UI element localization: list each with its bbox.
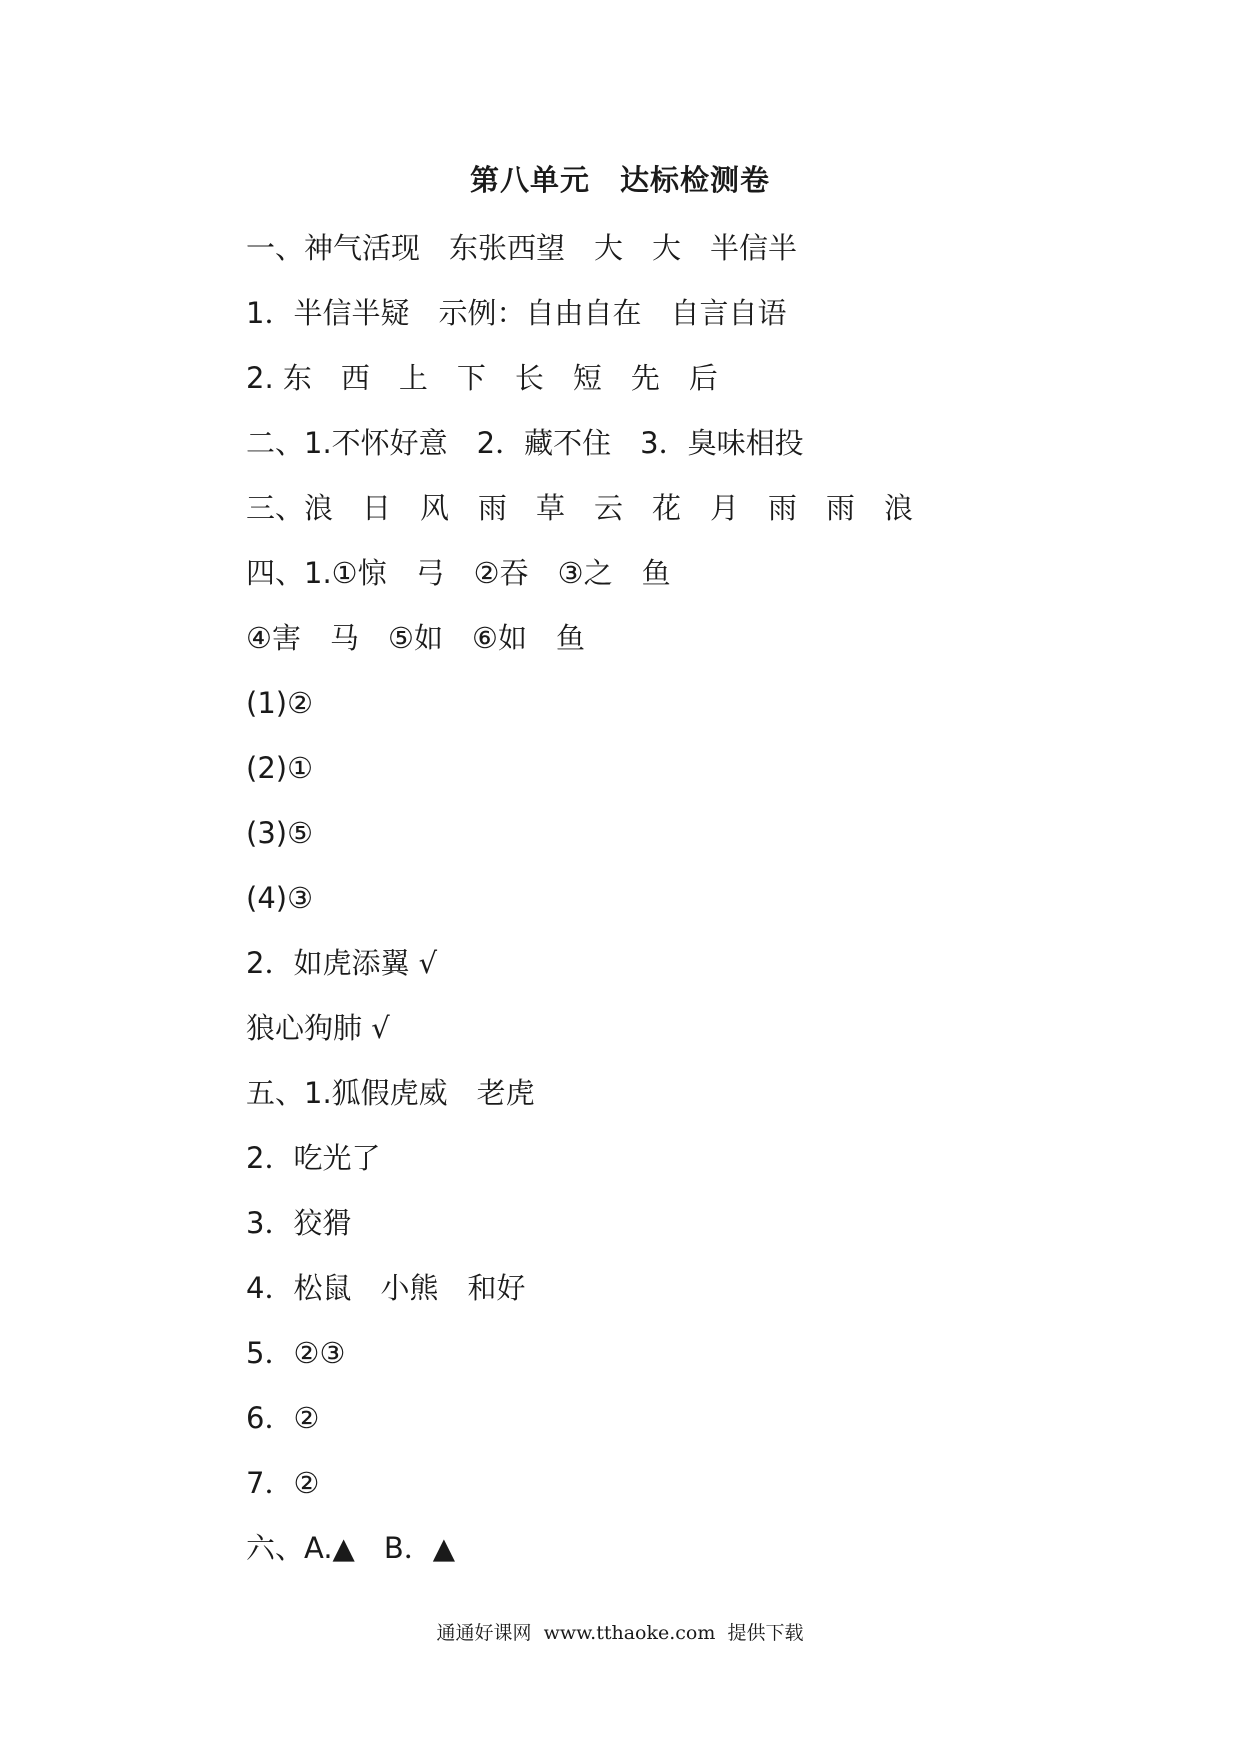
answer-line: 2．如虎添翼 √ <box>246 946 438 980</box>
answer-line: 二、1.不怀好意 2．藏不住 3．臭味相投 <box>246 426 804 460</box>
answer-line: ④害 马 ⑤如 ⑥如 鱼 <box>246 621 585 655</box>
answer-line: 2．吃光了 <box>246 1141 381 1175</box>
answer-line: 1．半信半疑 示例：自由自在 自言自语 <box>246 296 787 330</box>
answer-line: 狼心狗肺 √ <box>246 1011 390 1045</box>
answer-line: (4)③ <box>246 881 314 915</box>
answer-line: (2)① <box>246 751 314 785</box>
page-title: 第八单元 达标检测卷 <box>469 163 770 197</box>
answer-line: 5．②③ <box>246 1336 346 1370</box>
answer-line: 3．狡猾 <box>246 1206 352 1240</box>
page-footer: 通通好课网 www.tthaoke.com 提供下载 <box>436 1622 804 1644</box>
answer-line: (1)② <box>246 686 314 720</box>
answer-line: 7．② <box>246 1466 320 1500</box>
answer-line: 6．② <box>246 1401 320 1435</box>
answer-line: 三、浪 日 风 雨 草 云 花 月 雨 雨 浪 <box>246 491 914 525</box>
answer-line: 4．松鼠 小熊 和好 <box>246 1271 526 1305</box>
answer-line: 2. 东 西 上 下 长 短 先 后 <box>246 361 718 395</box>
answer-line: 六、A.▲ B．▲ <box>246 1531 456 1565</box>
answer-line: 四、1.①惊 弓 ②吞 ③之 鱼 <box>246 556 671 590</box>
answer-line: (3)⑤ <box>246 816 314 850</box>
answer-list <box>246 225 1186 1590</box>
answer-line: 一、神气活现 东张西望 大 大 半信半 <box>246 231 798 265</box>
answer-line: 五、1.狐假虎威 老虎 <box>246 1076 535 1110</box>
